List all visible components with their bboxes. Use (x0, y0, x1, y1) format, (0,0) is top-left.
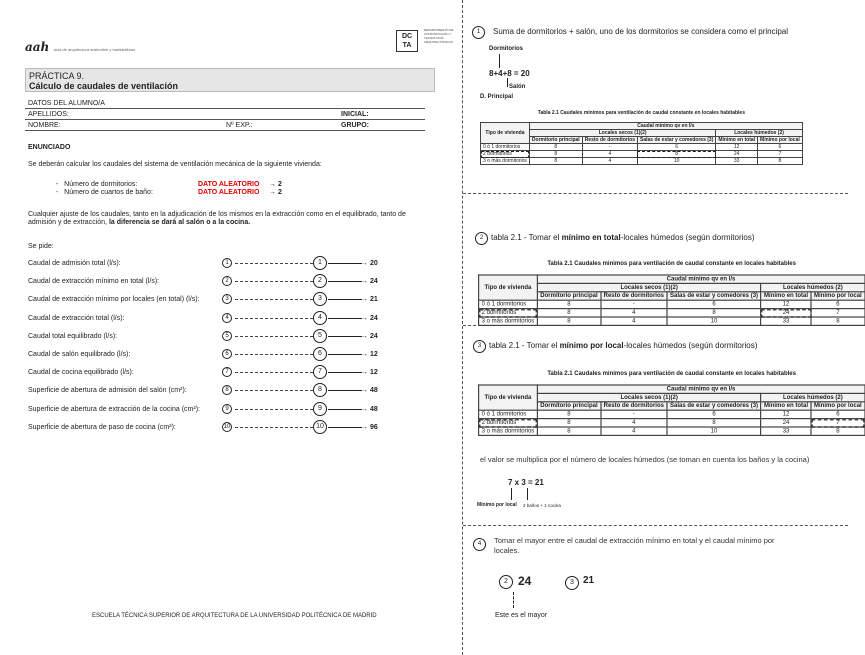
surnames-label[interactable]: APELLIDOS: (28, 111, 69, 118)
table-cell: 8 (537, 410, 600, 418)
table-cell: 8 (637, 151, 715, 158)
table-cell: 8 (811, 317, 865, 325)
bullet-bathrooms: - Número de cuartos de baño: (56, 189, 153, 196)
table-2 (478, 260, 865, 326)
bathrooms-value: DATO ALEATORIO (198, 189, 260, 196)
column-header: Resto de dormitorios (601, 402, 667, 410)
section-divider-1 (463, 193, 848, 194)
flow-table (480, 122, 803, 165)
question-label: Caudal de extracción total (l/s): (28, 314, 125, 322)
table-cell: 24 (716, 151, 758, 158)
table-cell: 7 (811, 419, 865, 427)
answer-number: 10 (313, 420, 327, 434)
statement-heading: ENUNCIADO (28, 144, 71, 151)
logo-text: aah (25, 40, 50, 54)
table-cell: 6 (811, 410, 865, 418)
table-row (479, 410, 865, 418)
answer-number: 8 (313, 383, 327, 397)
table-cell: 3 o más dormitorios (481, 158, 530, 165)
table-cell: 0 ó 1 dormitorios (479, 410, 538, 418)
table-cell: 24 (761, 309, 811, 317)
answer-number: 7 (313, 365, 327, 379)
table-cell: 10 (667, 427, 761, 435)
table-cell: 2 dormitorios (479, 419, 538, 427)
step-3-note: el valor se multiplica por el número de locales húmedos (se toman en cuenta los baños y la cocina) (480, 455, 810, 464)
table-cell: 0 ó 1 dormitorios (481, 144, 530, 151)
question-label: Superficie de abertura de admisión del salón (cm²): (28, 387, 187, 395)
answer-number: 1 (313, 256, 327, 270)
table-cell: 12 (761, 410, 811, 418)
answer-value: → 21 (361, 296, 378, 304)
table-cell: 12 (761, 300, 811, 308)
question-label: Caudal de admisión total (l/s): (28, 260, 121, 267)
table-cell: 33 (761, 317, 811, 325)
student-section-label: DATOS DEL ALUMNO/A (28, 100, 105, 107)
table-cell: 8 (529, 151, 582, 158)
question-number: 9 (222, 404, 232, 414)
question-number: 1 (222, 258, 232, 268)
table-cell: 8 (529, 144, 582, 151)
table-cell: 24 (761, 419, 811, 427)
answer-number: 6 (313, 347, 327, 361)
question-label: Caudal total equilibrado (l/s): (28, 332, 118, 340)
table-row (479, 309, 865, 317)
step-1-badge: 1 (472, 26, 485, 39)
table-cell: 4 (601, 419, 667, 427)
statement-intro: Se deberán calcular los caudales del sistema de ventilación mecánica de la siguiente vivienda: (28, 161, 322, 168)
answer-number: 5 (313, 329, 327, 343)
step-1-text: Suma de dormitorios + salón, uno de los dormitorios se considera como el principal (493, 27, 789, 36)
min-local-label: Mínimo por local (477, 502, 517, 508)
table-cell: 8 (537, 427, 600, 435)
answer-value: → 96 (361, 423, 378, 431)
question-number: 3 (222, 294, 232, 304)
note-line-1: Cualquier ajuste de los caudales, tanto en la adjudicación de los mismos en la extracción como en el equilibrado, tanto de (28, 211, 406, 218)
table-type-header: Tipo de vivienda (479, 275, 538, 300)
column-header: Resto de dormitorios (582, 137, 637, 144)
answer-3-circle: 3 (565, 576, 579, 590)
ask-label: Se pide: (28, 243, 54, 250)
table-title: Tabla 2.1 Caudales mínimos para ventilación de caudal constante en locales habitables (547, 370, 796, 378)
column-header: Salas de estar y comedores (3) (637, 137, 715, 144)
table-cell: 33 (716, 158, 758, 165)
dry-header: Locales secos (1)(2) (529, 130, 715, 137)
table-caption: Caudal mínimo qv en l/s (537, 275, 864, 283)
answer-value: → 48 (361, 405, 378, 413)
bullet-bedrooms: - Número de dormitorios: (56, 181, 138, 188)
table-cell: 8 (537, 419, 600, 427)
wet-header: Locales húmedos (2) (761, 393, 865, 401)
table-cell: 6 (667, 300, 761, 308)
step-1-dormitorios: Dormitorios (489, 46, 524, 52)
table-cell: 8 (537, 309, 600, 317)
table-row (479, 300, 865, 308)
table-cell: 8 (758, 158, 803, 165)
step-4-badge: 4 (473, 538, 486, 551)
table-row (479, 427, 865, 435)
column-header: Dormitorio principal (529, 137, 582, 144)
table-cell: 8 (537, 317, 600, 325)
question-label: Caudal de extracción mínimo por locales (en total) (l/s): (28, 296, 200, 304)
bedrooms-value: DATO ALEATORIO (198, 181, 260, 188)
table-cell: 0 ó 1 dormitorios (479, 300, 538, 308)
answer-number: 4 (313, 311, 327, 325)
table-caption: Caudal mínimo qv en l/s (529, 123, 802, 130)
column-header: Mínimo por local (758, 137, 803, 144)
table-caption: Caudal mínimo qv en l/s (537, 385, 864, 393)
answer-value: → 24 (361, 278, 378, 286)
step-1-principal: D. Principal (480, 94, 514, 100)
answer-value: → 12 (361, 351, 378, 358)
column-header: Mínimo en total (761, 402, 811, 410)
table-cell: 4 (582, 158, 637, 165)
question-number: 4 (222, 313, 232, 323)
school-footer: ESCUELA TÉCNICA SUPERIOR DE ARQUITECTURA DE LA UNIVERSIDAD POLITÉCNICA DE MADRID (92, 613, 377, 619)
table-type-header: Tipo de vivienda (481, 123, 530, 144)
wet-header: Locales húmedos (2) (761, 283, 865, 291)
step-1-formula: 8+4+8 = 20 (489, 69, 530, 78)
column-header: Mínimo por local (811, 292, 865, 300)
table-cell: - (582, 144, 637, 151)
practice-band (25, 68, 435, 92)
answer-value: → 48 (361, 387, 378, 395)
table-cell: 8 (667, 309, 761, 317)
answer-value: → 24 (361, 332, 378, 340)
bedrooms-answer: → 2 (269, 181, 282, 188)
step-2-badge: 2 (475, 232, 488, 245)
question-number: 10 (223, 423, 231, 430)
step-3-badge: 3 (473, 340, 486, 353)
answer-number: 3 (313, 292, 327, 306)
table-cell: 2 dormitorios (479, 309, 538, 317)
question-number: 6 (222, 349, 232, 359)
table-cell: - (601, 410, 667, 418)
answer-number: 2 (313, 274, 327, 288)
table-cell: - (601, 300, 667, 308)
page-divider (462, 0, 463, 655)
table-cell: 10 (667, 317, 761, 325)
logo-subtitle: aula de arquitectura sostenible y habitabilidad (53, 47, 135, 52)
table-1 (480, 110, 803, 165)
table-cell: 7 (811, 309, 865, 317)
column-header: Mínimo en total (716, 137, 758, 144)
table-cell: 4 (601, 309, 667, 317)
table-row (481, 158, 803, 165)
exp-label[interactable]: Nº EXP.: (226, 122, 253, 129)
step-2-text: tabla 2.1 - Tomar el mínimo en total-locales húmedos (según dormitorios) (491, 233, 755, 242)
question-label: Caudal de extracción mínimo en total (l/s): (28, 278, 160, 286)
step-3-formula: 7 x 3 = 21 (508, 478, 544, 487)
table-cell: 6 (758, 144, 803, 151)
column-header: Dormitorio principal (537, 292, 600, 300)
wet-header: Locales húmedos (2) (716, 130, 802, 137)
table-cell: 4 (582, 151, 637, 158)
table-title: Tabla 2.1 Caudales mínimos para ventilación de caudal constante en locales habitables (547, 260, 796, 268)
step-1-salon: Salón (509, 84, 526, 90)
table-cell: 6 (667, 410, 761, 418)
question-label: Caudal de cocina equilibrado (l/s): (28, 369, 134, 377)
bathrooms-answer: → 2 (269, 189, 282, 196)
column-header: Mínimo por local (811, 402, 865, 410)
table-cell: 6 (811, 300, 865, 308)
table-cell: 8 (667, 419, 761, 427)
table-cell: 3 o más dormitorios (479, 427, 538, 435)
question-label: Superficie de abertura de paso de cocina (cm²): (28, 423, 176, 431)
table-3 (478, 370, 865, 436)
table-cell: 33 (761, 427, 811, 435)
flow-table (478, 274, 865, 326)
dry-header: Locales secos (1)(2) (537, 393, 761, 401)
answer-value: → 12 (361, 369, 378, 377)
table-cell: 10 (637, 158, 715, 165)
table-row (479, 419, 865, 427)
table-cell: 8 (811, 427, 865, 435)
locals-label: 2 baños + 1 cocina (523, 503, 561, 508)
step-3-text: tabla 2.1 - Tomar el mínimo por local-locales húmedos (según dormitorios) (489, 341, 758, 350)
answer-2-value: 24 (518, 574, 532, 588)
table-cell: 3 o más dormitorios (479, 317, 538, 325)
group-label[interactable]: GRUPO: (341, 122, 369, 129)
answer-2-circle: 2 (499, 575, 513, 589)
question-label: Superficie de abertura de extracción de la cocina (cm²): (28, 405, 200, 413)
table-cell: 4 (601, 317, 667, 325)
dry-header: Locales secos (1)(2) (537, 283, 761, 291)
table-cell: 7 (758, 151, 803, 158)
question-label: Caudal de salón equilibrado (l/s): (28, 351, 131, 358)
answer-value: → 24 (361, 314, 378, 322)
column-header: Dormitorio principal (537, 402, 600, 410)
table-title: Tabla 2.1 Caudales mínimos para ventilación de caudal constante en locales habitables (537, 110, 745, 116)
table-cell: 8 (537, 300, 600, 308)
dcta-logo: DC TA (396, 30, 418, 52)
question-number: 8 (222, 385, 232, 395)
column-header: Mínimo en total (761, 292, 811, 300)
table-cell: 12 (716, 144, 758, 151)
question-number: 7 (222, 367, 232, 377)
answer-3-value: 21 (583, 575, 595, 586)
table-row (481, 151, 803, 158)
practice-title: Cálculo de caudales de ventilación (29, 81, 179, 91)
aah-logo (25, 38, 135, 56)
name-label[interactable]: NOMBRE: (28, 122, 61, 129)
answer-number: 9 (313, 402, 327, 416)
table-type-header: Tipo de vivienda (479, 385, 538, 410)
flow-table (478, 384, 865, 436)
step-4-text: Tomar el mayor entre el caudal de extracción mínimo en total y el caudal mínimo por locales. (494, 536, 775, 555)
table-row (481, 144, 803, 151)
answer-value: → 20 (361, 260, 378, 267)
column-header: Salas de estar y comedores (3) (667, 402, 761, 410)
table-row (479, 317, 865, 325)
question-number: 5 (222, 331, 232, 341)
arrow-up (499, 54, 500, 68)
table-cell: 6 (637, 144, 715, 151)
initial-label[interactable]: INICIAL: (341, 111, 369, 118)
practice-number: PRÁCTICA 9. (29, 71, 85, 81)
department-text: DEPARTAMENTO DE CONSTRUCCIÓN Y TECNOLOGÍA ARQUITECTÓNICAS (424, 28, 454, 44)
step-4-note: Este es el mayor (495, 612, 548, 619)
question-number: 2 (222, 276, 232, 286)
table-cell: 2 dormitorios (481, 151, 530, 158)
section-divider-3 (463, 525, 848, 526)
table-cell: 4 (601, 427, 667, 435)
column-header: Salas de estar y comedores (3) (667, 292, 761, 300)
table-cell: 8 (529, 158, 582, 165)
note-line-2: admisión y de extracción, la diferencia se dará al salón o a la cocina. (28, 219, 251, 226)
column-header: Resto de dormitorios (601, 292, 667, 300)
